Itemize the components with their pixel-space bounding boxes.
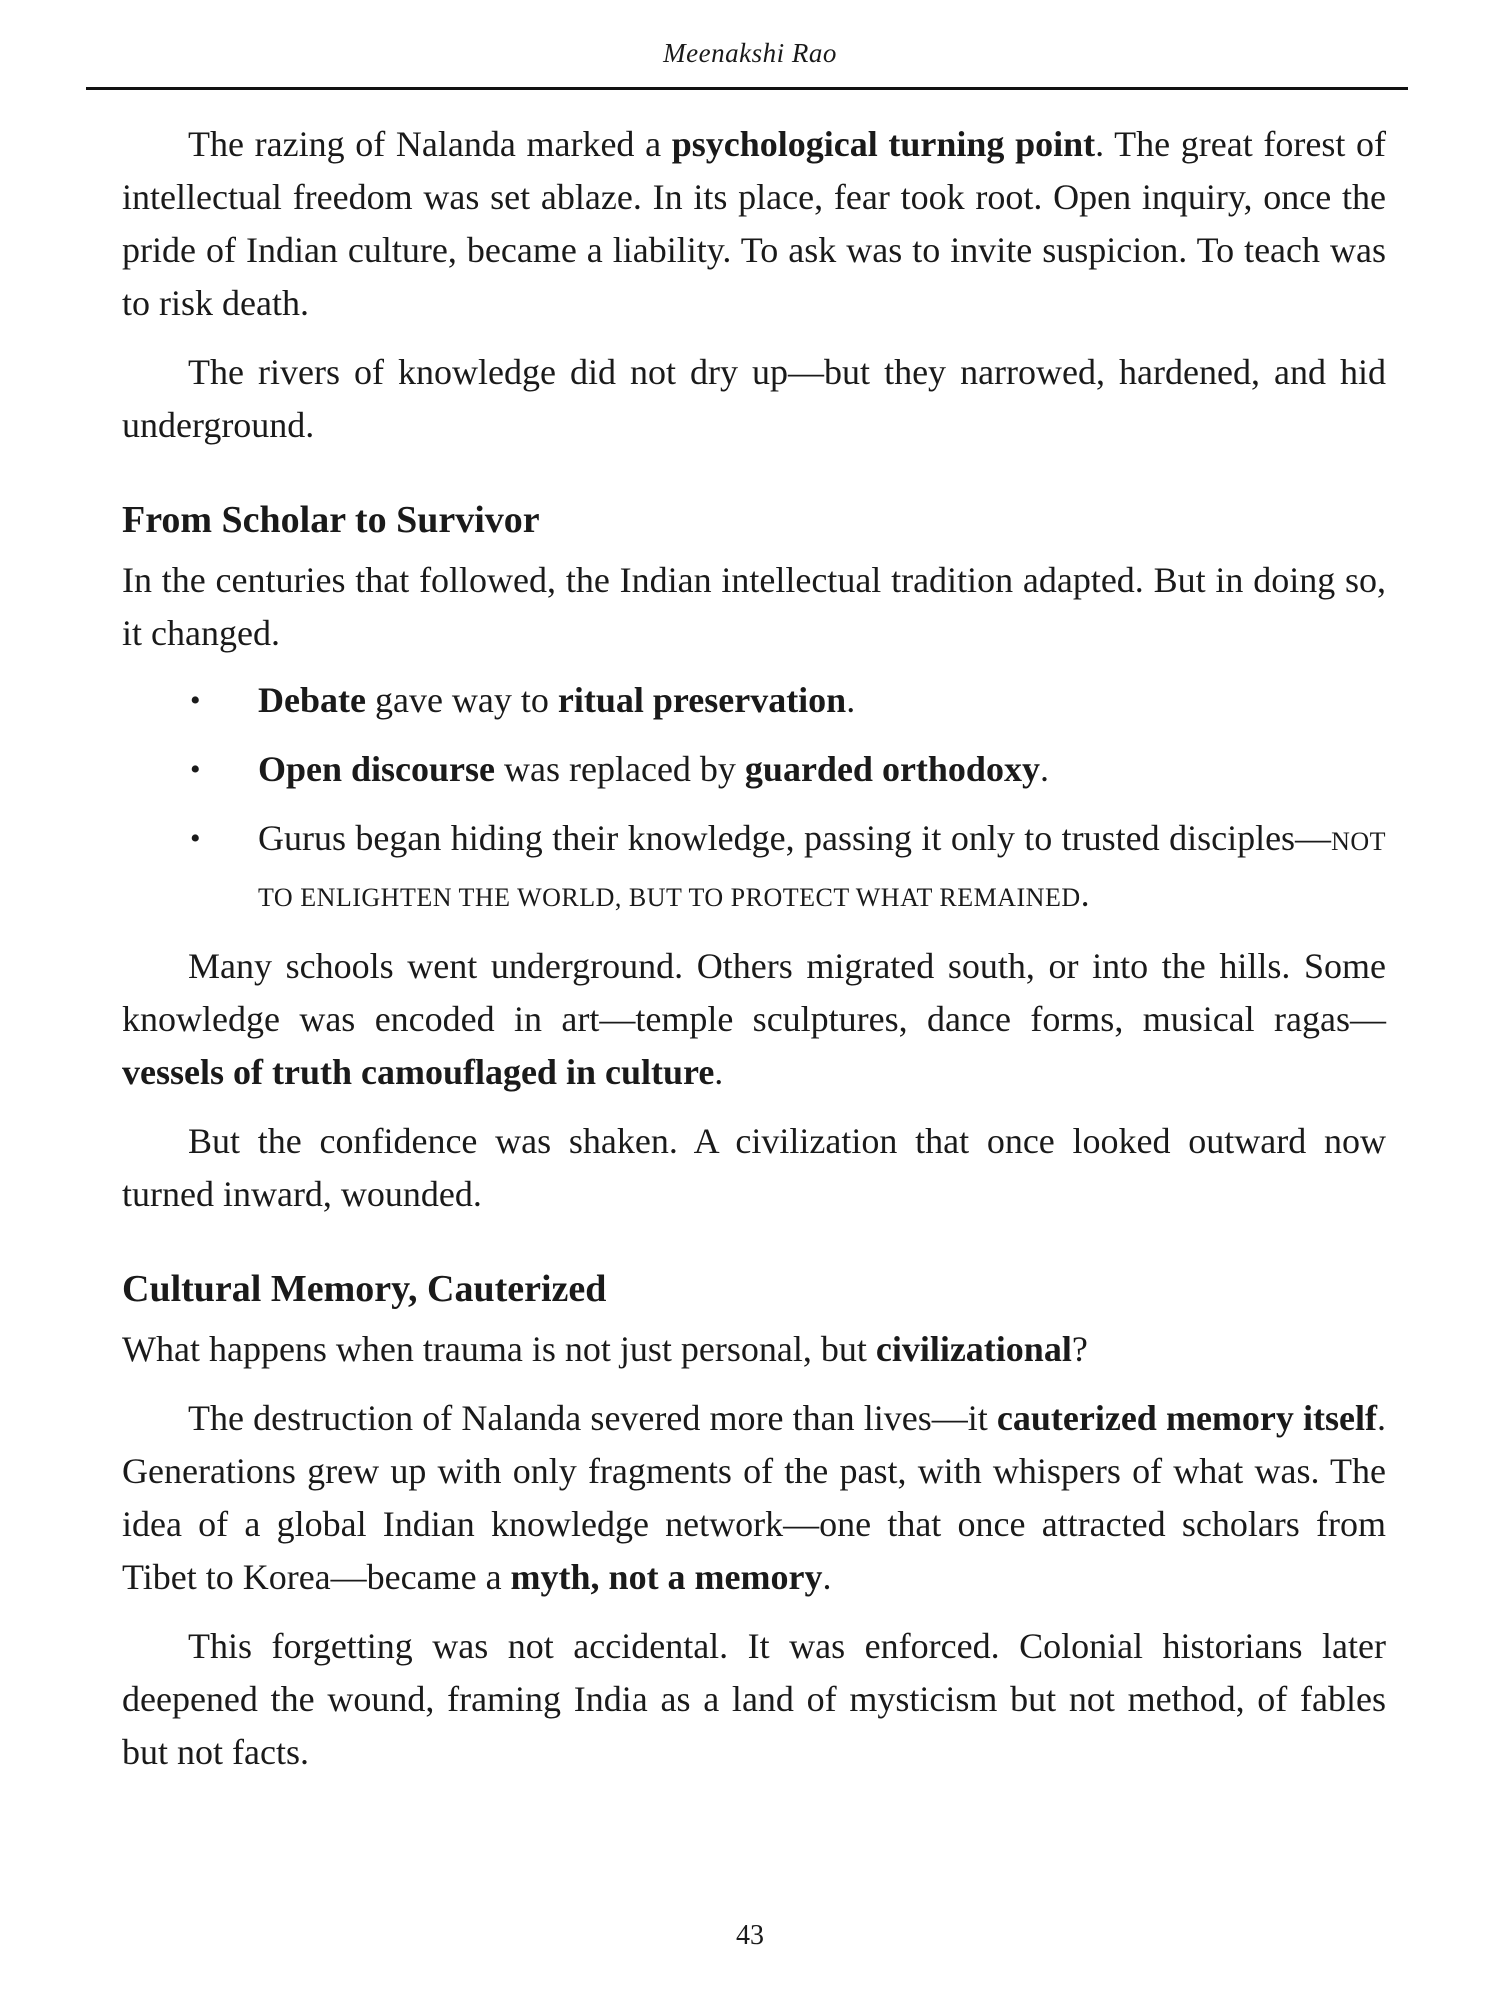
- text-run: The destruction of Nalanda severed more than lives—it: [188, 1398, 997, 1438]
- paragraph: This forgetting was not accidental. It was enforced. Colonial historians later deepened the wound, framing India as a land of mysticism but not method, of fables but not facts.: [122, 1626, 1386, 1772]
- page-body: [122, 118, 1386, 1779]
- paragraph: In the centuries that followed, the Indian intellectual tradition adapted. But in doing so, it changed.: [122, 560, 1386, 653]
- list-item: [122, 812, 1386, 924]
- paragraph: But the confidence was shaken. A civilization that once looked outward now turned inward, wounded.: [122, 1121, 1386, 1214]
- bullet-icon: •: [190, 684, 201, 717]
- paragraph: [122, 1392, 1386, 1604]
- text-run: .: [822, 1557, 832, 1597]
- text-run: ?: [1071, 1329, 1088, 1369]
- bold-text: psychological turning point: [671, 124, 1096, 164]
- paragraph: [122, 940, 1386, 1099]
- list-item: [122, 743, 1386, 796]
- bullet-list: [122, 674, 1386, 924]
- text-run: .: [1080, 874, 1090, 914]
- bold-text: Debate: [258, 680, 366, 720]
- header-rule: [86, 87, 1408, 90]
- text-run: The razing of Nalanda marked a: [188, 124, 672, 164]
- page-number: 43: [736, 1920, 764, 1951]
- text-run: .: [846, 680, 856, 720]
- paragraph: [122, 118, 1386, 330]
- text-run: .: [714, 1052, 724, 1092]
- section-heading: From Scholar to Survivor: [122, 499, 540, 541]
- bold-text: ritual preservation: [557, 680, 847, 720]
- bold-text: cauterized memory itself: [996, 1398, 1378, 1438]
- text-run: Gurus began hiding their knowledge, passing it only to trusted disciples—: [258, 818, 1332, 858]
- text-run: . Generations grew up with only fragments of the past, with whispers of what was. The idea of a global Indian knowledge network—one that once attracted scholars from Tibet to Korea—became a: [122, 1398, 1387, 1597]
- text-run: . The great forest of intellectual freedom was set ablaze. In its place, fear took root. Open inquiry, once the pride of Indian culture, became a liability. To ask was to invite suspicion. To teach was to risk death.: [122, 124, 1386, 323]
- small-caps-text: NOT TO ENLIGHTEN THE WORLD, BUT TO PROTECT WHAT REMAINED: [258, 827, 1386, 912]
- bold-text: vessels of truth camouflaged in culture: [122, 1052, 715, 1092]
- list-item: [122, 674, 1386, 727]
- bold-text: Open discourse: [258, 749, 496, 789]
- running-head: Meenakshi Rao: [663, 38, 837, 68]
- paragraph: The rivers of knowledge did not dry up—but they narrowed, hardened, and hid underground.: [122, 352, 1386, 445]
- bold-text: myth, not a memory: [510, 1557, 823, 1597]
- bullet-icon: •: [190, 753, 201, 786]
- text-run: was replaced by: [495, 749, 745, 789]
- bullet-icon: •: [190, 822, 201, 855]
- paragraph: [122, 1323, 1386, 1376]
- section-heading: Cultural Memory, Cauterized: [122, 1268, 607, 1310]
- text-run: What happens when trauma is not just personal, but: [122, 1329, 876, 1369]
- bold-text: guarded orthodoxy: [744, 749, 1040, 789]
- bold-text: civilizational: [875, 1329, 1072, 1369]
- text-run: gave way to: [365, 680, 558, 720]
- text-run: .: [1039, 749, 1049, 789]
- text-run: Many schools went underground. Others migrated south, or into the hills. Some knowledge was encoded in art—temple sculptures, dance forms, musical ragas—: [122, 946, 1386, 1039]
